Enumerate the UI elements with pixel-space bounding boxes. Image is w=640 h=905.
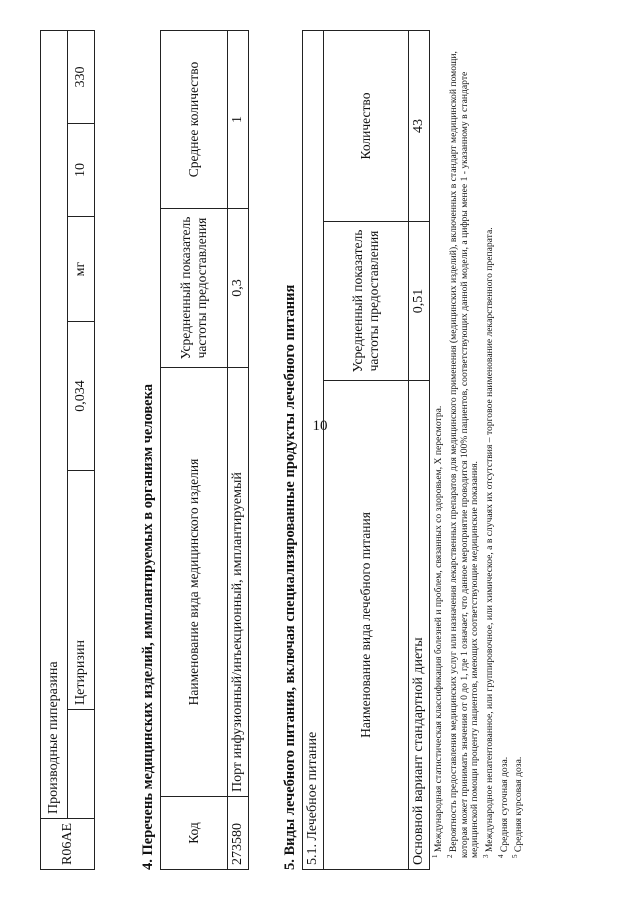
table-row <box>228 31 249 870</box>
section-4-title: 4. Перечень медицинских изделий, имплантируемых в организм человека <box>140 383 156 870</box>
footnote: $^1$ Международная статистическая классификация болезней и проблем, связанных со здоровьем, X пересмотра. <box>431 405 445 858</box>
footnotes <box>430 38 525 858</box>
table-row <box>303 31 324 870</box>
table-row <box>409 31 430 870</box>
drug-unit-cell: мг <box>68 217 95 322</box>
drug-table <box>40 30 95 870</box>
col-diet-name-header: Наименование вида лечебного питания <box>324 381 409 870</box>
drug-name-cell: Цетиризин <box>68 471 95 710</box>
device-quantity-cell: 1 <box>228 31 249 209</box>
atc-code-cell: R06AE <box>41 819 95 870</box>
table-row <box>68 31 95 870</box>
col-frequency-header: Усредненный показатель частоты предоставления <box>324 222 409 381</box>
footnote: $^5$ Средняя курсовая доза. <box>511 756 525 858</box>
drug-group-cell: Производные пиперазина <box>41 31 68 819</box>
table-header-row <box>161 31 228 870</box>
daily-dose-cell: 10 <box>68 124 95 217</box>
col-quantity-header: Количество <box>324 31 409 222</box>
footnote: $^4$ Средняя суточная доза. <box>496 756 510 858</box>
drug-frequency-cell: 0,034 <box>68 322 95 471</box>
footnote: $^2$ Вероятность предоставления медицинских услуг или назначения лекарственных препаратов для медицинского применения (медицинских изделий), включенных в стандарт медицинской помощи, которая может принимать значения от 0 до 1, где 1 означает, что данное мероприятие проводится 100% пациентов, соответствующих данной модели, а цифры менее 1 - указанному в стандарте медицинской помощи проценту пациентов, имеющих соответствующие медицинские показания. <box>445 51 481 858</box>
col-frequency-header: Усредненный показатель частоты предоставления <box>161 209 228 368</box>
section-5-title: 5. Виды лечебного питания, включая специализированные продукты лечебного питания <box>282 284 298 870</box>
devices-table <box>160 30 249 870</box>
course-dose-cell: 330 <box>68 31 95 124</box>
nutrition-table <box>302 30 430 870</box>
device-name-cell: Порт инфузионный/инъекционный, имплантируемый <box>228 368 249 797</box>
table-header-row <box>324 31 409 870</box>
diet-quantity-cell: 43 <box>409 31 430 222</box>
footnote: $^3$ Международное непатентованное, или группировочное, или химическое, а в случаях их отсутствия – торговое наименование лекарственного препарата. <box>481 227 495 858</box>
col-name-header: Наименование вида медицинского изделия <box>161 368 228 797</box>
diet-name-cell: Основной вариант стандартной диеты <box>409 381 430 870</box>
empty-cell <box>68 710 95 819</box>
col-quantity-header: Среднее количество <box>161 31 228 209</box>
device-frequency-cell: 0,3 <box>228 209 249 368</box>
col-code-header: Код <box>161 797 228 870</box>
table-row <box>41 31 68 870</box>
page-number: 10 <box>312 418 328 434</box>
diet-frequency-cell: 0,51 <box>409 222 430 381</box>
subsection-title: 5.1. Лечебное питание <box>303 31 324 870</box>
device-code-cell: 273580 <box>228 797 249 870</box>
rotated-content <box>40 30 600 870</box>
